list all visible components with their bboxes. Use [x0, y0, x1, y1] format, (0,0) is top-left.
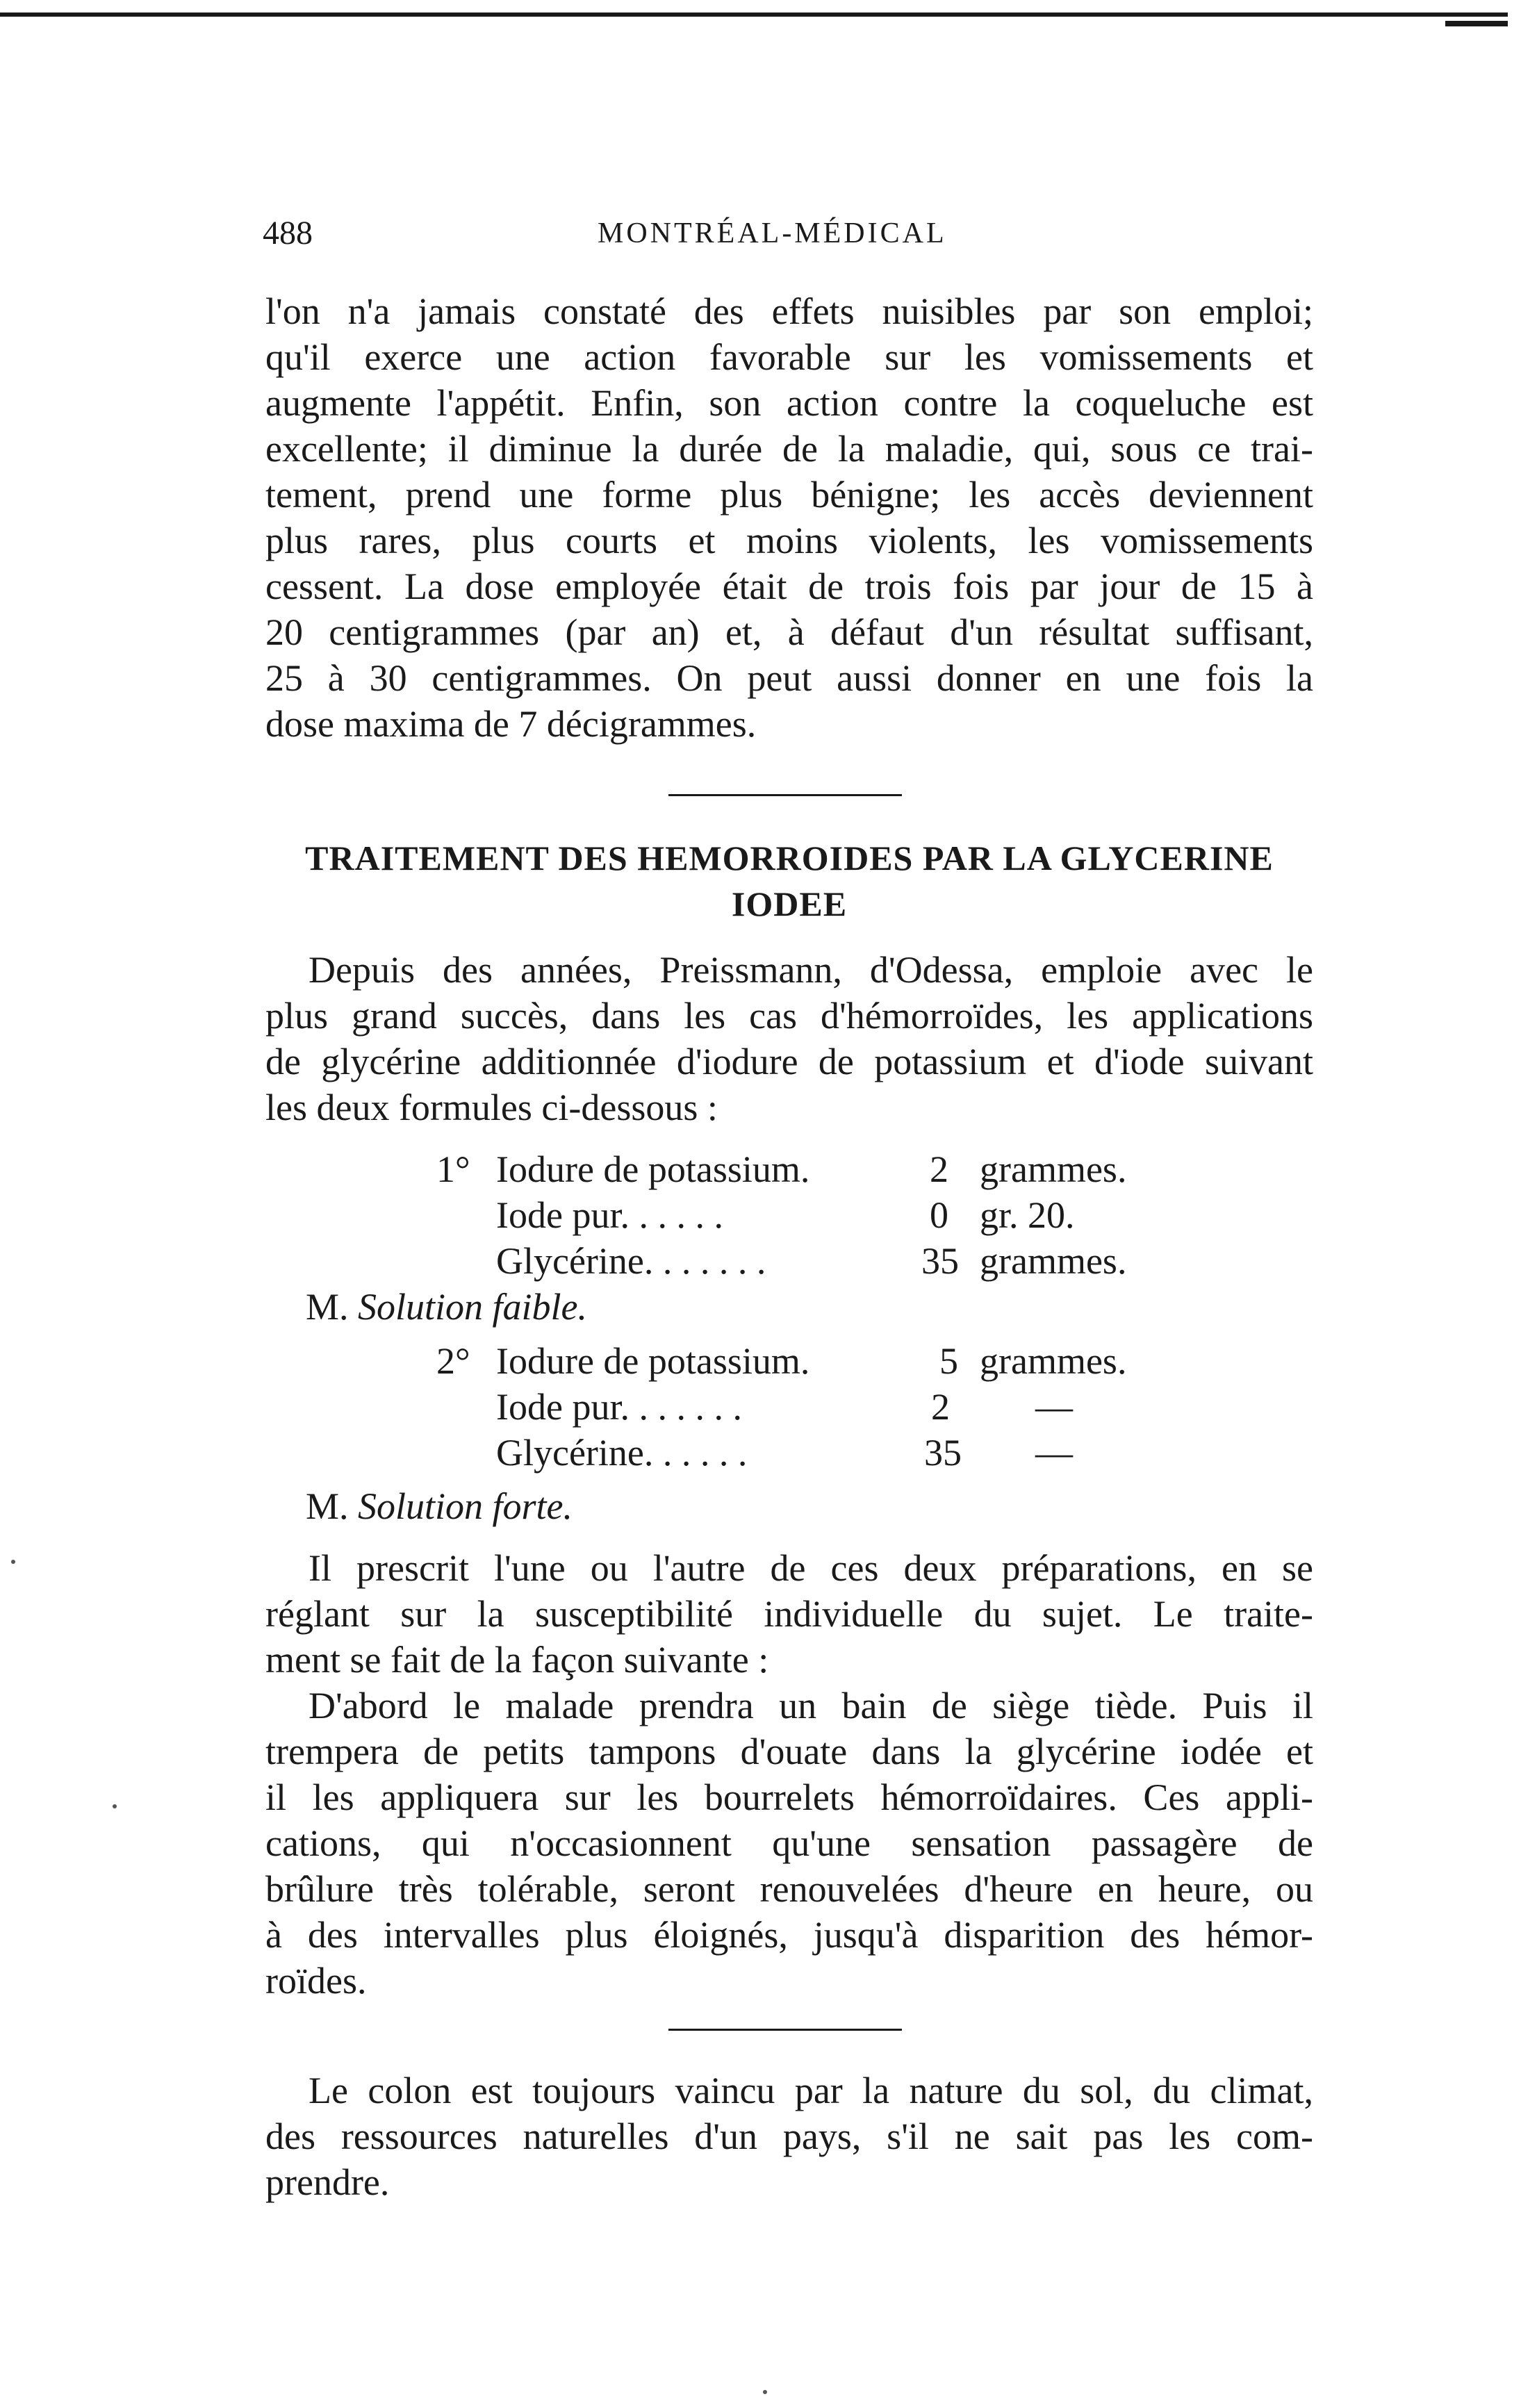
text-line: Il prescrit l'une ou l'autre de ces deux préparations, en se — [309, 1547, 1313, 1589]
formula-unit: grammes. — [980, 1240, 1127, 1282]
text-line: cessent. La dose employée était de trois fois par jour de 15 à — [265, 566, 1313, 607]
paragraph-4 — [265, 1683, 1313, 2004]
text-line: l'on n'a jamais constaté des effets nuisibles par son emploi; — [265, 290, 1313, 332]
text-line: Le colon est toujours vaincu par la nature du sol, du climat, — [309, 2070, 1313, 2111]
paragraph-3 — [265, 1545, 1313, 1683]
formula-unit: gr. 20. — [980, 1194, 1075, 1236]
formula-unit: — — [1035, 1432, 1073, 1474]
formula-number: 1° — [436, 1148, 470, 1190]
paragraph-2 — [265, 947, 1313, 1130]
text-line: 25 à 30 centigrammes. On peut aussi donner en une fois la — [265, 657, 1313, 699]
formula-quantity: 35 — [924, 1432, 962, 1474]
text-line: à des intervalles plus éloignés, jusqu'à disparition des hémor- — [265, 1914, 1313, 1956]
section-title-line: IODEE — [731, 884, 848, 923]
text-line: plus rares, plus courts et moins violents, les vomissements — [265, 520, 1313, 561]
text-line: les deux formules ci-dessous : — [265, 1087, 718, 1128]
formula-quantity: 2 — [930, 1148, 948, 1190]
formula-number: 2° — [436, 1340, 470, 1382]
text-line: 20 centigrammes (par an) et, à défaut d'un résultat suffisant, — [265, 611, 1313, 653]
text-line: prendre. — [265, 2161, 390, 2203]
formula-unit: grammes. — [980, 1148, 1127, 1190]
text-line: Depuis des années, Preissmann, d'Odessa, emploie avec le — [309, 949, 1313, 991]
section-divider — [668, 794, 902, 796]
formula-label-prefix: M. — [306, 1286, 349, 1328]
formula-quantity: 0 — [930, 1194, 948, 1236]
page-number: 488 — [263, 215, 313, 251]
text-line: cations, qui n'occasionnent qu'une sensation passagère de — [265, 1822, 1313, 1864]
formula-ingredient: Glycérine. . . . . . . — [496, 1240, 766, 1282]
section-title — [265, 835, 1313, 927]
formula-ingredient: Glycérine. . . . . . — [496, 1432, 748, 1474]
formula-ingredient: Iodure de potassium. — [496, 1148, 810, 1190]
text-line: excellente; il diminue la durée de la maladie, qui, sous ce trai- — [265, 428, 1313, 470]
text-line: trempera de petits tampons d'ouate dans la glycérine iodée et — [265, 1731, 1313, 1772]
text-line: D'abord le malade prendra un bain de siège tiède. Puis il — [309, 1685, 1313, 1726]
text-line: de glycérine additionnée d'iodure de potassium et d'iode suivant — [265, 1041, 1313, 1082]
text-line: tement, prend une forme plus bénigne; les accès deviennent — [265, 474, 1313, 516]
text-line: qu'il exerce une action favorable sur les vomissements et — [265, 336, 1313, 378]
scan-speck — [11, 1560, 15, 1564]
formula-ingredient: Iode pur. . . . . . . — [496, 1386, 742, 1428]
text-line: réglant sur la susceptibilité individuelle du sujet. Le traite- — [265, 1593, 1313, 1635]
top-border-rule — [0, 13, 1508, 17]
text-line: roïdes. — [265, 1960, 367, 2002]
text-line: dose maxima de 7 décigrammes. — [265, 703, 757, 745]
formula-2-label — [306, 1483, 573, 1529]
text-line: il les appliquera sur les bourrelets hémorroïdaires. Ces appli- — [265, 1776, 1313, 1818]
paragraph-5 — [265, 2068, 1313, 2205]
section-divider — [668, 2029, 902, 2031]
formula-quantity: 35 — [921, 1240, 959, 1282]
top-border-rule-end — [1445, 21, 1508, 26]
text-line: plus grand succès, dans les cas d'hémorroïdes, les applications — [265, 995, 1313, 1037]
running-head: MONTRÉAL-MÉDICAL — [598, 217, 947, 249]
formula-unit: — — [1035, 1386, 1073, 1428]
scan-speck — [113, 1804, 117, 1808]
text-line: des ressources naturelles d'un pays, s'il ne sait pas les com- — [265, 2116, 1313, 2157]
formula-ingredient: Iode pur. . . . . . — [496, 1194, 723, 1236]
text-line: augmente l'appétit. Enfin, son action contre la coqueluche est — [265, 382, 1313, 424]
text-line: brûlure très tolérable, seront renouvelées d'heure en heure, ou — [265, 1868, 1313, 1910]
formula-1-label — [306, 1284, 587, 1330]
formula-unit: grammes. — [980, 1340, 1127, 1382]
formula-label-prefix: M. — [306, 1485, 349, 1527]
section-title-line: TRAITEMENT DES HEMORROIDES PAR LA GLYCERINE — [305, 839, 1274, 877]
formula-label-name: Solution forte. — [358, 1485, 573, 1527]
formula-label-name: Solution faible. — [358, 1286, 588, 1328]
formula-ingredient: Iodure de potassium. — [496, 1340, 810, 1382]
scan-speck — [763, 2390, 767, 2394]
text-line: ment se fait de la façon suivante : — [265, 1639, 769, 1681]
formula-quantity: 5 — [939, 1340, 958, 1382]
paragraph-1 — [265, 288, 1313, 747]
formula-quantity: 2 — [931, 1386, 950, 1428]
